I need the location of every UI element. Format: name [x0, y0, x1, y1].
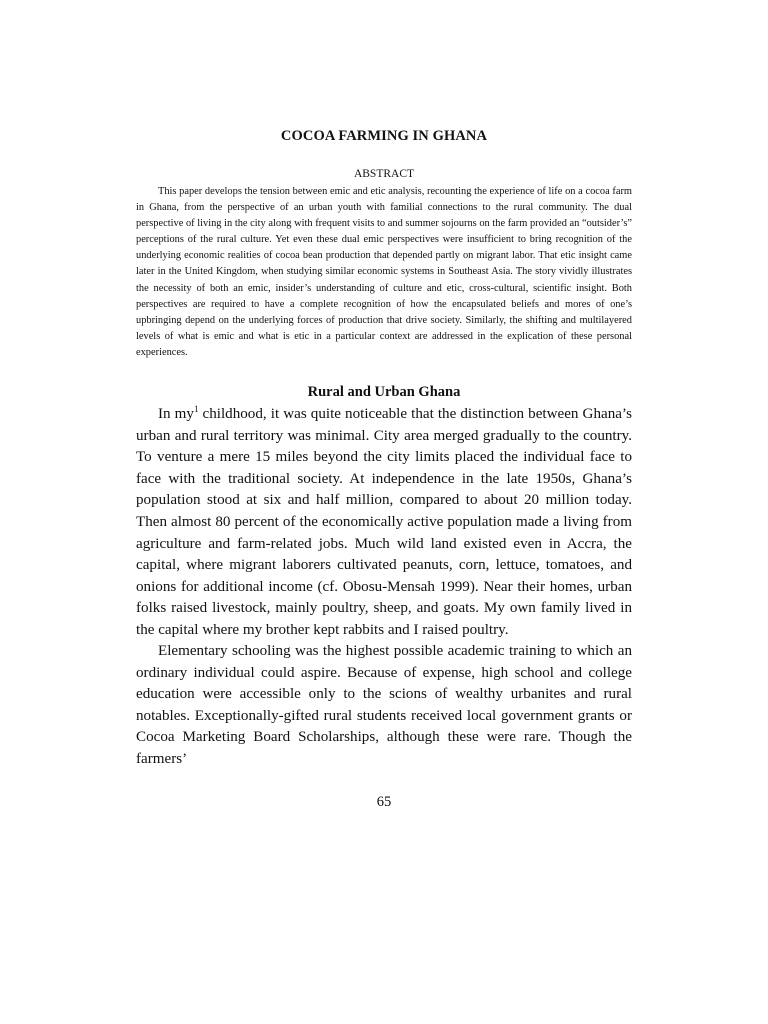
page-number: 65	[376, 794, 392, 810]
section-heading: Rural and Urban Ghana	[307, 384, 461, 400]
paper-title: COCOA FARMING IN GHANA	[280, 128, 488, 144]
para1-text: childhood, it was quite noticeable that the distinction between Ghana’s urban and rural territory was minimal. City area merged gradually to the country. To venture a mere 15 miles beyond the city limits placed the individual face to face with the traditional society. At independence in the late 1950s, Ghana’s population stood at six and half million, compared to about 20 million today. Then almost 80 percent of the economically active population made a living from agriculture and farm-related jobs. Much wild land existed even in Accra, the capital, where migrant laborers cultivated peanuts, corn, lettuce, tomatoes, and onions for additional income (cf. Obosu-Mensah 1999). Near their homes, urban folks raised livestock, mainly poultry, sheep, and goats. My own family lived in the capital where my brother kept rabbits and I raised poultry.	[136, 406, 633, 638]
abstract-heading: ABSTRACT	[353, 168, 415, 180]
body-paragraph-2: Elementary schooling was the highest possible academic training to which an ordinary individual could aspire. Because of expense, high school and college education were accessible only to the scions of wealthy urbanites and rural notables. Exceptionally-gifted rural students received local government grants or Cocoa Marketing Board Scholarships, although these were rare. Though the farmers’	[136, 643, 632, 767]
body-paragraph-1	[136, 404, 632, 642]
footnote-marker[interactable]: 1	[193, 404, 199, 414]
abstract-text: This paper develops the tension between emic and etic analysis, recounting the experience of life on a cocoa farm in Ghana, from the perspective of an urban youth with familial connections to the rural community. The dual perspective of living in the city along with frequent visits to and summer sojourns on the farm provided an “outsider’s” perceptions of the rural culture. Yet even these dual emic perspectives were insufficient to bring recognition of the underlying economic realities of cocoa bean production that depended partly on migrant labor. That etic insight came later in the United Kingdom, when studying similar economic systems in Southeast Asia. The story vividly illustrates the necessity of both an emic, insider’s understanding of culture and etic, cross-cultural, scientific insight. Both perspectives are required to have a complete recognition of how the encapsulated beliefs and mores of one’s upbringing depend on the underlying forces of production that drive society. Similarly, the shifting and multilayered levels of what is emic and what is etic in a particular context are addressed in the explication of these personal experiences.	[136, 186, 632, 358]
para1-lead: In my	[158, 406, 194, 422]
